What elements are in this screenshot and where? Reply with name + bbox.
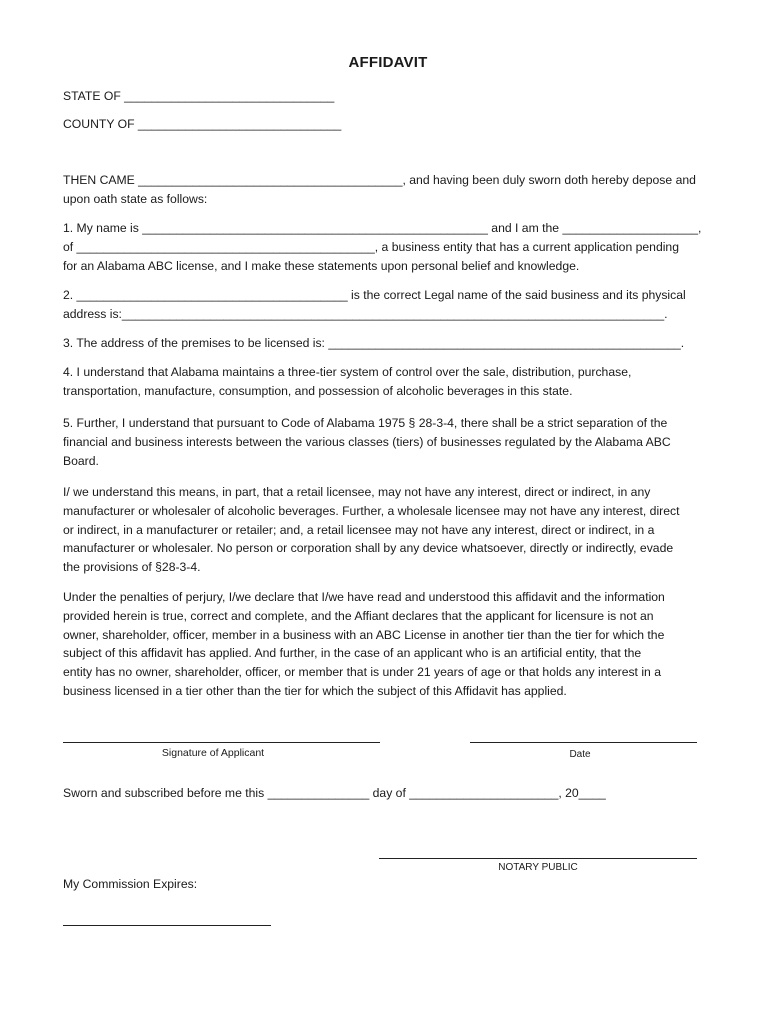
paragraph-5-line: 5. Further, I understand that pursuant to Code of Alabama 1975 § 28-3-4, there shall be a strict separation of the [63,416,668,430]
paragraph-5 [63,414,713,470]
paragraph-6-line: manufacturer or wholesaler. No person or corporation shall by any device whatsoever, directly or indirectly, evade [63,541,674,556]
paragraph-6-line: manufacturer or wholesaler of alcoholic beverages. Further, a wholesale licensee may not have any interest, direct [63,503,680,518]
commission-expires-line[interactable] [63,925,271,926]
paragraph-1-line: for an Alabama ABC license, and I make these statements upon personal belief and knowledge. [63,258,580,273]
state-of-field[interactable]: STATE OF _______________________________ [63,89,335,103]
paragraph-1-line[interactable]: 1. My name is ___________________________________________________ and I am the ____________________, [63,221,702,235]
paragraph-2 [63,286,713,324]
paragraph-4-line: 4. I understand that Alabama maintains a three-tier system of control over the sale, distribution, purchase, [63,365,632,379]
paragraph-7-line: business licensed in a tier other than the tier for which the subject of this Affidavit has applied. [63,683,567,698]
sworn-subscribed-line[interactable]: Sworn and subscribed before me this _______________ day of ______________________, 20____ [63,786,606,800]
paragraph-2-line[interactable]: address is:________________________________________________________________________________. [63,306,668,321]
paragraph-1 [63,219,713,275]
paragraph-7-line: owner, shareholder, officer, member in a business with an ABC License in another tier than the tier for which the [63,627,665,642]
notary-line[interactable] [379,858,697,859]
paragraph-5-line: financial and business interests between the various classes (tiers) of businesses regulated by the Alabama ABC [63,434,671,449]
paragraph-7-line: Under the penalties of perjury, I/we declare that I/we have read and understood this affidavit and the information [63,590,665,604]
then-came-line: upon oath state as follows: [63,191,208,206]
paragraph-7-line: provided herein is true, correct and complete, and the Affiant declares that the applicant for licensure is not an [63,608,654,623]
date-label: Date [569,749,591,760]
paragraph-5-line: Board. [63,453,99,468]
signature-label: Signature of Applicant [161,747,265,759]
paragraph-4-line: transportation, manufacture, consumption, and possession of alcoholic beverages in this state. [63,383,573,398]
commission-expires-label: My Commission Expires: [63,877,198,891]
paragraph-6-line: or indirect, in a manufacturer or retailer; and, a retail licensee may not have any interest, direct or indirect, in a [63,522,655,537]
paragraph-7-line: subject of this affidavit has applied. And further, in the case of an applicant who is an artificial entity, that the [63,646,642,661]
signature-line[interactable] [63,742,380,743]
paragraph-1-line[interactable]: of ____________________________________________, a business entity that has a current application pending [63,239,679,254]
document-title: AFFIDAVIT [348,54,428,71]
paragraph-7 [63,588,713,701]
county-of-field[interactable]: COUNTY OF ______________________________ [63,117,342,131]
paragraph-3-line[interactable]: 3. The address of the premises to be licensed is: ____________________________________________________. [63,336,685,350]
paragraph-2-line[interactable]: 2. ________________________________________ is the correct Legal name of the said business and its physical [63,288,686,302]
then-came-paragraph [63,171,713,209]
paragraph-4 [63,363,713,401]
paragraph-6 [63,483,713,577]
date-line[interactable] [470,742,697,743]
notary-public-label: NOTARY PUBLIC [498,862,578,873]
paragraph-6-line: the provisions of §28-3-4. [63,560,201,575]
then-came-line[interactable]: THEN CAME _______________________________________, and having been duly sworn doth hereby depose and [63,173,696,187]
paragraph-3 [63,334,713,353]
paragraph-6-line: I/ we understand this means, in part, that a retail licensee, may not have any interest, direct or indirect, in any [63,485,651,499]
paragraph-7-line: entity has no owner, shareholder, officer, or member that is under 21 years of age or that holds any interest in a [63,665,661,680]
